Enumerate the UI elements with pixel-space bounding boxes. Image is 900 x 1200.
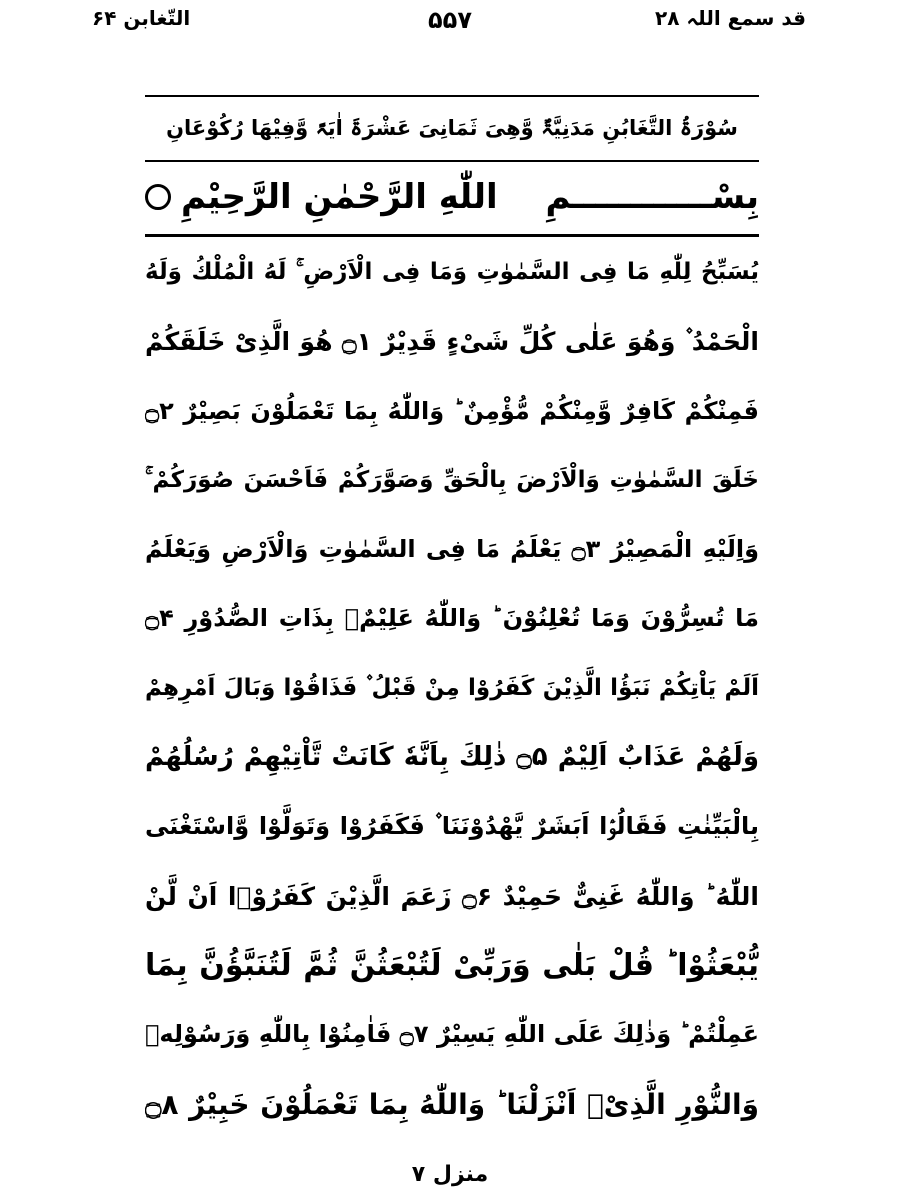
verse-line: اَلَمْ یَاْتِكُمْ نَبَؤُا الَّذِیْنَ كَفَرُوْا مِنْ قَبْلُ ۫ فَذَاقُوْا وَبَالَ اَمْرِهِمْ <box>145 674 759 701</box>
bismillah <box>145 166 759 228</box>
bismillah-rest-group <box>145 177 498 217</box>
verse-line: فَمِنْكُمْ كَافِرٌ وَّمِنْكُمْ مُّؤْمِنٌ ؕ وَاللّٰهُ بِمَا تَعْمَلُوْنَ بَصِیْرٌ ۝۲ <box>145 396 759 425</box>
surah-title: سُوْرَۃُ التَّغَابُنِ مَدَنِیَّۃٌ وَّهِیَ ثَمَانِیَ عَشْرَۃَ اٰیَۃً وَّفِیْهَا رُکُوْعَانِ <box>166 116 738 140</box>
title-bottom-rule <box>145 160 759 162</box>
bismillah-rule <box>145 234 759 237</box>
verse-line: خَلَقَ السَّمٰوٰتِ وَالْاَرْضَ بِالْحَقِّ وَصَوَّرَكُمْ فَاَحْسَنَ صُوَرَكُمْ ۚ <box>145 466 759 493</box>
bismillah-rest: اللّٰهِ الرَّحْمٰنِ الرَّحِیْمِ <box>181 177 498 217</box>
verse-line: وَالنُّوْرِ الَّذِیْۤ اَنْزَلْنَا ؕ وَاللّٰهُ بِمَا تَعْمَلُوْنَ خَبِیْرٌ ۝۸ <box>145 1087 759 1121</box>
verse-line: مَا تُسِرُّوْنَ وَمَا تُعْلِنُوْنَ ؕ وَاللّٰهُ عَلِیْمٌۢ بِذَاتِ الصُّدُوْرِ ۝۴ <box>145 604 759 633</box>
bismillah-end-circle-icon <box>145 184 171 210</box>
verse-line: وَلَهُمْ عَذَابٌ اَلِیْمٌ ۝۵ ذٰلِكَ بِاَنَّهٗ كَانَتْ تَّاْتِیْهِمْ رُسُلُهُمْ <box>145 742 759 773</box>
title-top-rule <box>145 95 759 97</box>
verse-line: عَمِلْتُمْ ؕ وَذٰلِكَ عَلَی اللّٰهِ یَسِیْرٌ ۝۷ فَاٰمِنُوْا بِاللّٰهِ وَرَسُوْلِهٖ <box>145 1020 759 1049</box>
verse-line: بِالْبَیِّنٰتِ فَقَالُوْۤا اَبَشَرٌ یَّهْدُوْنَنَا ۫ فَكَفَرُوْا وَتَوَلَّوْا وَّاسْتَغْنَی <box>145 812 759 841</box>
bismillah-first: بِسْــــــــــــمِ <box>545 177 759 217</box>
verse-line: وَاِلَیْهِ الْمَصِیْرُ ۝۳ یَعْلَمُ مَا فِی السَّمٰوٰتِ وَالْاَرْضِ وَیَعْلَمُ <box>145 535 759 564</box>
manzil-footer: منزل ۷ <box>411 1162 489 1187</box>
verse-line: یُسَبِّحُ لِلّٰهِ مَا فِی السَّمٰوٰتِ وَمَا فِی الْاَرْضِ ۚ لَهُ الْمُلْكُ وَلَهُ <box>145 259 759 285</box>
verse-block <box>145 238 759 1139</box>
surah-label: التّغابن ۶۴ <box>92 6 191 30</box>
verse-line: اللّٰهُ ؕ وَاللّٰهُ غَنِیٌّ حَمِیْدٌ ۝۶ زَعَمَ الَّذِیْنَ كَفَرُوْۤا اَنْ لَّنْ <box>145 881 759 911</box>
juz-label: قد سمع اللہ ۲۸ <box>655 6 806 30</box>
verse-line: الْحَمْدُ ۫ وَهُوَ عَلٰی كُلِّ شَیْءٍ قَدِیْرٌ ۝۱ هُوَ الَّذِیْ خَلَقَكُمْ <box>145 327 759 357</box>
page-number: ۵۵۷ <box>428 6 472 34</box>
verse-line: یُّبْعَثُوْا ؕ قُلْ بَلٰی وَرَبِّیْ لَتُبْعَثُنَّ ثُمَّ لَتُنَبَّؤُنَّ بِمَا <box>145 947 759 983</box>
